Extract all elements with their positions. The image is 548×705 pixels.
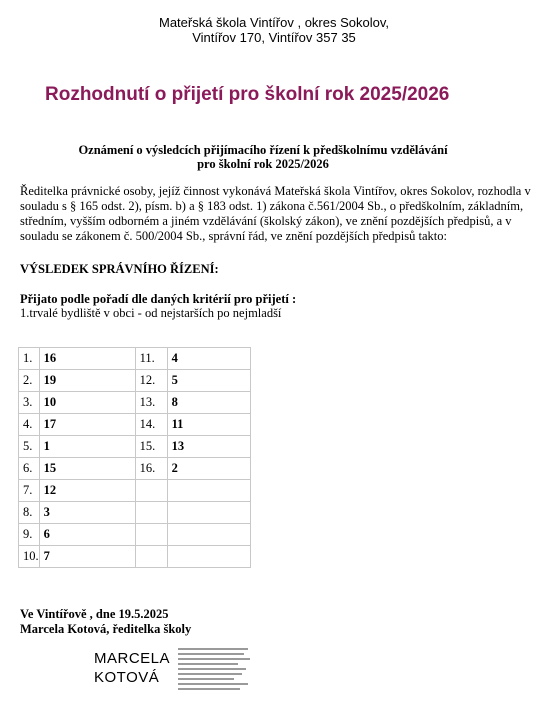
accepted-heading: Přijato podle pořadí dle daných kritérií pro přijetí : bbox=[20, 292, 297, 306]
rank-cell: 3. bbox=[19, 392, 40, 414]
rank-cell bbox=[135, 502, 167, 524]
table-row bbox=[19, 436, 251, 458]
result-cell: 17 bbox=[39, 414, 135, 436]
result-cell: 1 bbox=[39, 436, 135, 458]
result-cell: 3 bbox=[39, 502, 135, 524]
electronic-signature bbox=[94, 648, 254, 696]
table-row bbox=[19, 546, 251, 568]
rank-cell: 16. bbox=[135, 458, 167, 480]
school-name: Mateřská škola Vintířov , okres Sokolov, bbox=[158, 15, 389, 30]
rank-cell: 13. bbox=[135, 392, 167, 414]
result-cell bbox=[167, 546, 250, 568]
results-table bbox=[18, 347, 251, 568]
criterion-text: 1.trvalé bydliště v obci - od nejstarších po nejmladší bbox=[20, 306, 282, 320]
result-cell: 5 bbox=[167, 370, 250, 392]
table-row bbox=[19, 480, 251, 502]
result-cell: 10 bbox=[39, 392, 135, 414]
rank-cell: 11. bbox=[135, 348, 167, 370]
signature-first-name: MARCELA bbox=[94, 650, 171, 667]
rank-cell: 9. bbox=[19, 524, 40, 546]
place-date: Ve Vintířově , dne 19.5.2025 bbox=[20, 607, 169, 621]
result-cell: 7 bbox=[39, 546, 135, 568]
result-heading: VÝSLEDEK SPRÁVNÍHO ŘÍZENÍ: bbox=[20, 262, 219, 276]
table-row bbox=[19, 524, 251, 546]
rank-cell: 12. bbox=[135, 370, 167, 392]
rank-cell: 2. bbox=[19, 370, 40, 392]
rank-cell: 6. bbox=[19, 458, 40, 480]
result-cell: 12 bbox=[39, 480, 135, 502]
table-row bbox=[19, 414, 251, 436]
rank-cell: 14. bbox=[135, 414, 167, 436]
result-cell: 8 bbox=[167, 392, 250, 414]
table-row bbox=[19, 370, 251, 392]
signature-last-name: KOTOVÁ bbox=[94, 669, 160, 686]
rank-cell: 10. bbox=[19, 546, 40, 568]
result-cell: 13 bbox=[167, 436, 250, 458]
signature-certificate-details bbox=[178, 648, 254, 694]
rank-cell: 4. bbox=[19, 414, 40, 436]
intro-paragraph: Ředitelka právnické osoby, jejíž činnost vykonává Mateřská škola Vintířov, okres Sokolov, rozhodla v souladu s § 165 odst. 2), písm. b) a § 183 odst. 1) zákona č.561/2004 Sb., o předškolním, základním, středním, vyšším odborném a jiném vzdělávání (školský zákon), ve znění pozdějších předpisů, a v souladu se zákonem č. 500/2004 Sb., správní řád, ve znění pozdějších předpisů takto: bbox=[20, 184, 531, 243]
table-row bbox=[19, 392, 251, 414]
notice-heading-line2: pro školní rok 2025/2026 bbox=[197, 157, 329, 171]
result-cell bbox=[167, 480, 250, 502]
page-title: Rozhodnutí o přijetí pro školní rok 2025/2026 bbox=[45, 84, 450, 105]
table-row bbox=[19, 502, 251, 524]
table-row bbox=[19, 348, 251, 370]
rank-cell: 5. bbox=[19, 436, 40, 458]
rank-cell bbox=[135, 546, 167, 568]
result-cell: 4 bbox=[167, 348, 250, 370]
result-cell: 6 bbox=[39, 524, 135, 546]
signatory-line: Marcela Kotová, ředitelka školy bbox=[20, 622, 192, 636]
rank-cell bbox=[135, 480, 167, 502]
rank-cell: 8. bbox=[19, 502, 40, 524]
result-cell: 16 bbox=[39, 348, 135, 370]
result-cell: 19 bbox=[39, 370, 135, 392]
result-cell: 11 bbox=[167, 414, 250, 436]
rank-cell: 1. bbox=[19, 348, 40, 370]
school-address: Vintířov 170, Vintířov 357 35 bbox=[192, 30, 356, 45]
rank-cell: 7. bbox=[19, 480, 40, 502]
result-cell: 15 bbox=[39, 458, 135, 480]
result-cell bbox=[167, 524, 250, 546]
notice-heading-line1: Oznámení o výsledcích přijímacího řízení k předškolnímu vzdělávání bbox=[78, 143, 448, 157]
table-row bbox=[19, 458, 251, 480]
rank-cell: 15. bbox=[135, 436, 167, 458]
result-cell: 2 bbox=[167, 458, 250, 480]
rank-cell bbox=[135, 524, 167, 546]
result-cell bbox=[167, 502, 250, 524]
